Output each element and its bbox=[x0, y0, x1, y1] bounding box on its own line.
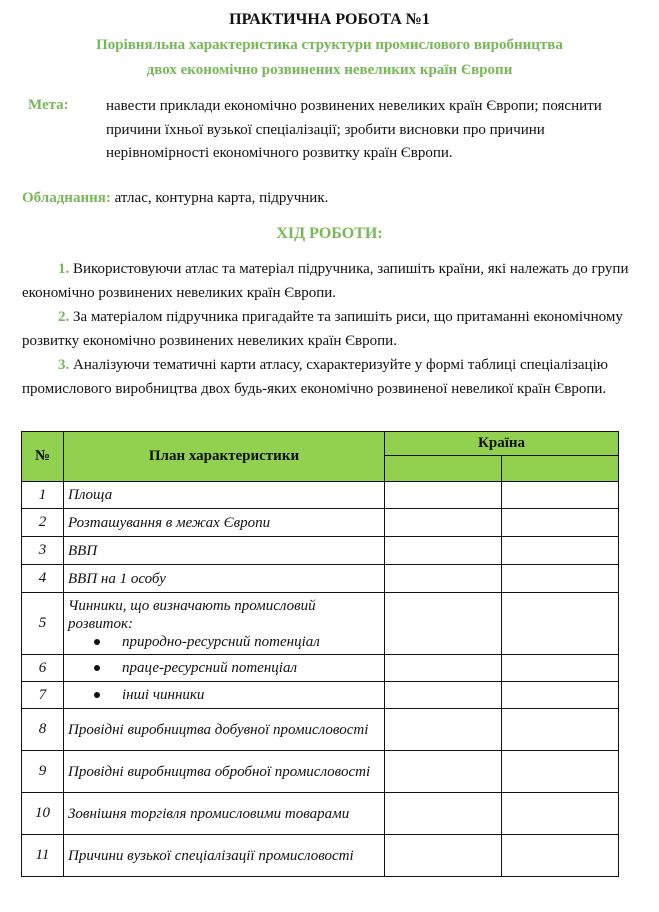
task-number: 1. bbox=[58, 261, 70, 277]
row-number: 3 bbox=[22, 537, 64, 565]
row-plan: Провідні виробництва обробної промисловості bbox=[64, 751, 385, 793]
country-1-cell[interactable] bbox=[385, 565, 502, 593]
row-number: 5 bbox=[22, 593, 64, 655]
country-2-cell[interactable] bbox=[502, 565, 619, 593]
header-country-1 bbox=[385, 456, 502, 482]
table-row bbox=[22, 537, 619, 565]
country-2-cell[interactable] bbox=[502, 537, 619, 565]
country-2-cell[interactable] bbox=[502, 835, 619, 877]
bullet-item bbox=[68, 633, 380, 651]
row-plan: Зовнішня торгівля промисловими товарами bbox=[64, 793, 385, 835]
equipment bbox=[22, 190, 328, 207]
task-1 bbox=[22, 257, 642, 305]
country-1-cell[interactable] bbox=[385, 482, 502, 509]
bullet-icon bbox=[94, 639, 100, 645]
task-number: 3. bbox=[58, 357, 70, 373]
country-1-cell[interactable] bbox=[385, 751, 502, 793]
row-number: 6 bbox=[22, 655, 64, 682]
row-number: 2 bbox=[22, 509, 64, 537]
row-plan bbox=[64, 682, 385, 709]
table-row bbox=[22, 565, 619, 593]
table-row bbox=[22, 835, 619, 877]
country-1-cell[interactable] bbox=[385, 509, 502, 537]
row-plan: Площа bbox=[64, 482, 385, 509]
header-country-2 bbox=[502, 456, 619, 482]
bullet-item bbox=[68, 686, 380, 704]
row-number: 11 bbox=[22, 835, 64, 877]
row-plan-text: Чинники, що визначають промисловий розвиток: bbox=[68, 597, 316, 632]
bullet-item bbox=[68, 659, 380, 677]
bullet-text: інші чинники bbox=[122, 687, 205, 703]
country-1-cell[interactable] bbox=[385, 593, 502, 655]
country-1-cell[interactable] bbox=[385, 655, 502, 682]
country-1-cell[interactable] bbox=[385, 682, 502, 709]
table-row bbox=[22, 751, 619, 793]
country-2-cell[interactable] bbox=[502, 482, 619, 509]
table-row bbox=[22, 655, 619, 682]
goal-text: навести приклади економічно розвинених невеликих країн Європи; пояснити причини їхньої вузької спеціалізації; зробити висновки про причини нерівномірності економічного розвитку країн Європи. bbox=[106, 98, 602, 161]
country-1-cell[interactable] bbox=[385, 835, 502, 877]
table-row bbox=[22, 509, 619, 537]
equipment-label: Обладнання: bbox=[22, 190, 111, 206]
country-2-cell[interactable] bbox=[502, 709, 619, 751]
equipment-text: атлас, контурна карта, підручник. bbox=[110, 190, 329, 206]
row-plan: ВВП bbox=[64, 537, 385, 565]
country-2-cell[interactable] bbox=[502, 655, 619, 682]
table-row bbox=[22, 682, 619, 709]
bullet-icon bbox=[94, 692, 100, 698]
task-number: 2. bbox=[58, 309, 70, 325]
task-2 bbox=[22, 305, 642, 353]
header-num: № bbox=[22, 432, 64, 482]
row-plan: Причини вузької спеціалізації промисловості bbox=[64, 835, 385, 877]
row-plan bbox=[64, 655, 385, 682]
table-row bbox=[22, 482, 619, 509]
task-3 bbox=[22, 353, 642, 401]
row-plan: Розташування в межах Європи bbox=[64, 509, 385, 537]
country-1-cell[interactable] bbox=[385, 537, 502, 565]
row-number: 7 bbox=[22, 682, 64, 709]
page-title: ПРАКТИЧНА РОБОТА №1 bbox=[229, 11, 430, 28]
bullet-text: праце-ресурсний потенціал bbox=[122, 660, 297, 676]
table-row bbox=[22, 793, 619, 835]
row-plan: Провідні виробництва добувної промисловості bbox=[64, 709, 385, 751]
subtitle-line-2: двох економічно розвинених невеликих країн Європи bbox=[146, 62, 513, 78]
country-2-cell[interactable] bbox=[502, 593, 619, 655]
table-row bbox=[22, 593, 619, 655]
country-1-cell[interactable] bbox=[385, 793, 502, 835]
row-number: 8 bbox=[22, 709, 64, 751]
progress-title: ХІД РОБОТИ: bbox=[276, 225, 383, 242]
subtitle-line-1: Порівняльна характеристика структури промислового виробництва bbox=[96, 37, 563, 53]
goal-label: Мета: bbox=[28, 97, 69, 113]
header-plan: План характеристики bbox=[64, 432, 385, 482]
task-text: Використовуючи атлас та матеріал підручника, запишіть країни, які належать до групи економічно розвинених невеликих країн Європи. bbox=[22, 261, 629, 301]
characteristics-table bbox=[21, 431, 619, 877]
country-1-cell[interactable] bbox=[385, 709, 502, 751]
country-2-cell[interactable] bbox=[502, 793, 619, 835]
row-plan bbox=[64, 593, 385, 655]
row-number: 1 bbox=[22, 482, 64, 509]
table-row bbox=[22, 709, 619, 751]
bullet-text: природно-ресурсний потенціал bbox=[122, 633, 320, 650]
bullet-icon bbox=[94, 665, 100, 671]
header-country: Країна bbox=[385, 432, 619, 456]
country-2-cell[interactable] bbox=[502, 682, 619, 709]
country-2-cell[interactable] bbox=[502, 751, 619, 793]
task-text: Аналізуючи тематичні карти атласу, схарактеризуйте у формі таблиці спеціалізацію промислового виробництва двох будь-яких економічно розвиненої невеликої країн Європи. bbox=[22, 357, 608, 397]
row-number: 9 bbox=[22, 751, 64, 793]
row-number: 10 bbox=[22, 793, 64, 835]
row-plan: ВВП на 1 особу bbox=[64, 565, 385, 593]
task-text: За матеріалом підручника пригадайте та запишіть риси, що притаманні економічному розвитку економічно розвинених невеликих країн Європи. bbox=[22, 309, 623, 349]
country-2-cell[interactable] bbox=[502, 509, 619, 537]
row-number: 4 bbox=[22, 565, 64, 593]
